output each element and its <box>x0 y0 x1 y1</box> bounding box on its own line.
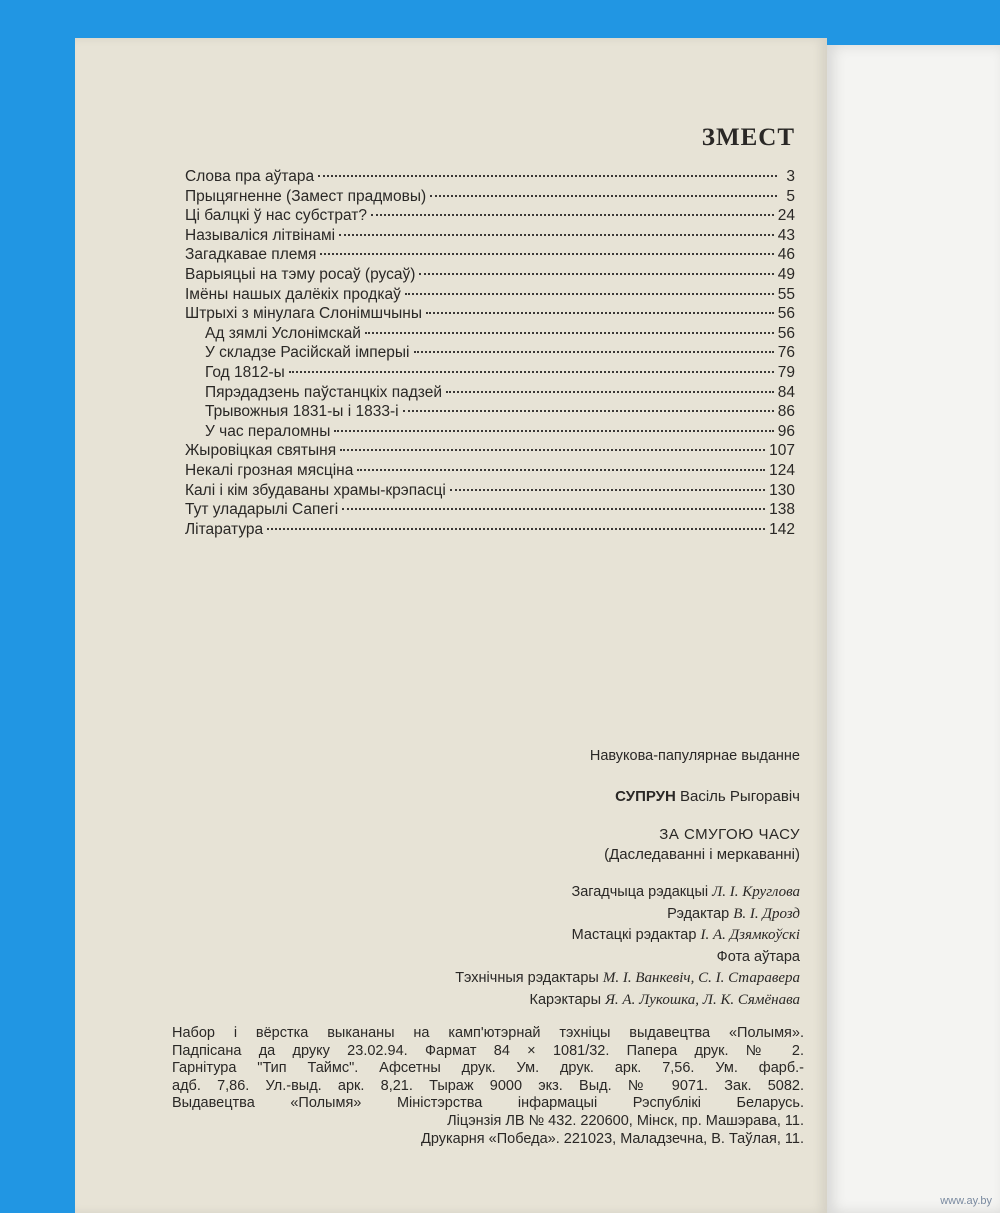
toc-entry-page: 56 <box>777 305 795 323</box>
toc-entry-page: 96 <box>777 422 795 440</box>
toc-entry-label: У складзе Расійскай імперыі <box>205 344 410 362</box>
author <box>100 788 800 805</box>
toc-entry-page: 84 <box>777 383 795 401</box>
credit-line <box>300 927 800 949</box>
toc-entry <box>185 305 795 325</box>
toc-entry-page: 55 <box>777 285 795 303</box>
toc-entry-label: Пярэдадзень паўстанцкіх падзей <box>205 383 442 401</box>
toc-leader-dots <box>365 332 774 334</box>
toc-entry-page: 130 <box>769 481 795 499</box>
credit-name: В. І. Дрозд <box>733 905 800 922</box>
toc-leader-dots <box>414 351 774 353</box>
author-surname: СУПРУН <box>615 788 676 805</box>
toc-leader-dots <box>357 469 765 471</box>
credit-role: Карэктары <box>529 991 602 1008</box>
toc-entry-label: Некалі грозная мясціна <box>185 461 354 479</box>
toc-entry-page: 124 <box>769 461 795 479</box>
colophon-line: Гарнітура "Тип Таймс". Афсетны друк. Ум. друк. арк. 7,56. Ум. фарб.- <box>172 1060 804 1077</box>
toc-entry <box>185 168 795 188</box>
toc-leader-dots <box>405 293 774 295</box>
toc-entry-label: Ці балцкі ў нас субстрат? <box>185 207 367 225</box>
toc-entry-label: Ад зямлі Услонімскай <box>205 324 361 342</box>
right-page <box>827 45 1000 1213</box>
toc-entry <box>185 227 795 247</box>
credit-line <box>300 992 800 1014</box>
toc-entry-label: Называліся літвінамі <box>185 226 336 244</box>
toc-entry-page: 24 <box>777 207 795 225</box>
book-title: ЗА СМУГОЮ ЧАСУ <box>659 826 800 843</box>
toc-entry <box>185 207 795 227</box>
toc-entry <box>185 286 795 306</box>
toc-leader-dots <box>419 273 773 275</box>
credit-line <box>300 906 800 928</box>
toc-leader-dots <box>334 430 773 432</box>
table-of-contents <box>185 168 795 540</box>
credit-line <box>300 970 800 992</box>
toc-entry-label: Жыровіцкая святыня <box>185 442 337 460</box>
toc-entry <box>185 246 795 266</box>
colophon-line: Набор і вёрстка выкананы на камп'ютэрнай тэхніцы выдавецтва «Полымя». <box>172 1025 804 1041</box>
toc-leader-dots <box>430 195 777 197</box>
toc-entry-page: 79 <box>777 363 795 381</box>
toc-entry <box>185 462 795 482</box>
toc-entry <box>185 482 795 502</box>
colophon-line: Выдавецтва «Полымя» Міністэрства інфармацыі Рэспублікі Беларусь. <box>172 1095 804 1112</box>
toc-leader-dots <box>339 234 774 236</box>
toc-leader-dots <box>318 175 777 177</box>
toc-entry-page: 49 <box>777 265 795 283</box>
toc-entry-page: 5 <box>786 187 795 205</box>
toc-leader-dots <box>403 410 774 412</box>
toc-entry-label: Трывожныя 1831-ы і 1833-і <box>205 403 399 421</box>
toc-entry-label: Варыяцыі на тэму росаў (русаў) <box>185 265 416 283</box>
toc-entry <box>185 266 795 286</box>
colophon-line: Падпісана да друку 23.02.94. Фармат 84 × 1081/32. Папера друк. № 2. <box>172 1042 804 1059</box>
credit-role: Мастацкі рэдактар <box>571 927 697 943</box>
toc-entry <box>185 442 795 462</box>
toc-entry-page: 76 <box>777 344 795 362</box>
toc-entry <box>185 384 795 404</box>
colophon <box>172 1025 804 1148</box>
toc-entry-page: 138 <box>769 501 795 519</box>
colophon-line: адб. 7,86. Ул.-выд. арк. 8,21. Тыраж 9000 экз. Выд. № 9071. Зак. 5082. <box>172 1077 804 1094</box>
toc-entry-label: Год 1812-ы <box>205 363 285 381</box>
credit-role: Фота аўтара <box>716 948 800 965</box>
toc-leader-dots <box>289 371 774 373</box>
toc-entry-page: 107 <box>769 442 795 460</box>
author-name: Васіль Рыгоравіч <box>680 788 800 805</box>
toc-entry-page: 56 <box>777 324 795 342</box>
toc-leader-dots <box>450 489 765 491</box>
toc-entry-page: 142 <box>769 520 795 538</box>
toc-entry-label: Літаратура <box>185 520 264 538</box>
toc-entry-label: Імёны нашых далёкіх продкаў <box>185 285 401 303</box>
colophon-line: Друкарня «Победа». 221023, Маладзечна, В. Таўлая, 11. <box>421 1130 804 1147</box>
toc-entry-page: 86 <box>777 403 795 421</box>
toc-entry-page: 43 <box>777 226 795 244</box>
toc-entry-label: Штрыхі з мінулага Слонімшчыны <box>185 305 422 323</box>
toc-entry <box>185 325 795 345</box>
toc-entry <box>185 344 795 364</box>
series-label: Навукова-папулярнае выданне <box>589 748 800 764</box>
toc-entry <box>185 403 795 423</box>
toc-leader-dots <box>342 508 765 510</box>
credit-role: Тэхнічныя рэдактары <box>455 970 599 986</box>
toc-entry-label: Слова пра аўтара <box>185 168 315 185</box>
toc-leader-dots <box>320 253 773 255</box>
toc-leader-dots <box>267 528 765 530</box>
credit-role: Загадчыца рэдакцыі <box>571 884 709 900</box>
toc-entry-page: 3 <box>786 168 795 185</box>
toc-title: ЗМЕСТ <box>701 124 795 151</box>
credit-name: Я. А. Лукошка, Л. К. Сямёнава <box>605 991 800 1008</box>
toc-entry <box>185 188 795 208</box>
toc-entry <box>185 501 795 521</box>
toc-leader-dots <box>340 449 765 451</box>
toc-leader-dots <box>446 391 774 393</box>
toc-entry <box>185 423 795 443</box>
toc-entry <box>185 521 795 541</box>
toc-entry-label: Загадкавае племя <box>185 246 317 264</box>
toc-entry-label: Калі і кім збудаваны храмы-крэпасці <box>185 481 446 499</box>
toc-entry-page: 46 <box>777 246 795 264</box>
credit-name: Л. І. Круглова <box>712 884 800 900</box>
toc-entry <box>185 364 795 384</box>
credit-line <box>300 949 800 971</box>
credit-name: М. І. Ванкевіч, С. І. Старавера <box>602 970 800 986</box>
toc-leader-dots <box>371 214 774 216</box>
toc-leader-dots <box>426 312 774 314</box>
colophon-line: Ліцэнзія ЛВ № 432. 220600, Мінск, пр. Машэрава, 11. <box>447 1112 804 1129</box>
book-subtitle: (Даследаванні і меркаванні) <box>604 846 800 863</box>
watermark: www.ay.by <box>940 1195 992 1207</box>
credit-role: Рэдактар <box>667 905 730 922</box>
credit-line <box>300 884 800 906</box>
toc-entry-label: У час пераломны <box>205 422 331 440</box>
credits <box>300 884 800 1013</box>
credit-name: І. А. Дзямкоўскі <box>700 927 800 943</box>
toc-entry-label: Прыцягненне (Замест прадмовы) <box>185 187 427 205</box>
toc-entry-label: Тут уладарылі Сапегі <box>185 501 339 519</box>
